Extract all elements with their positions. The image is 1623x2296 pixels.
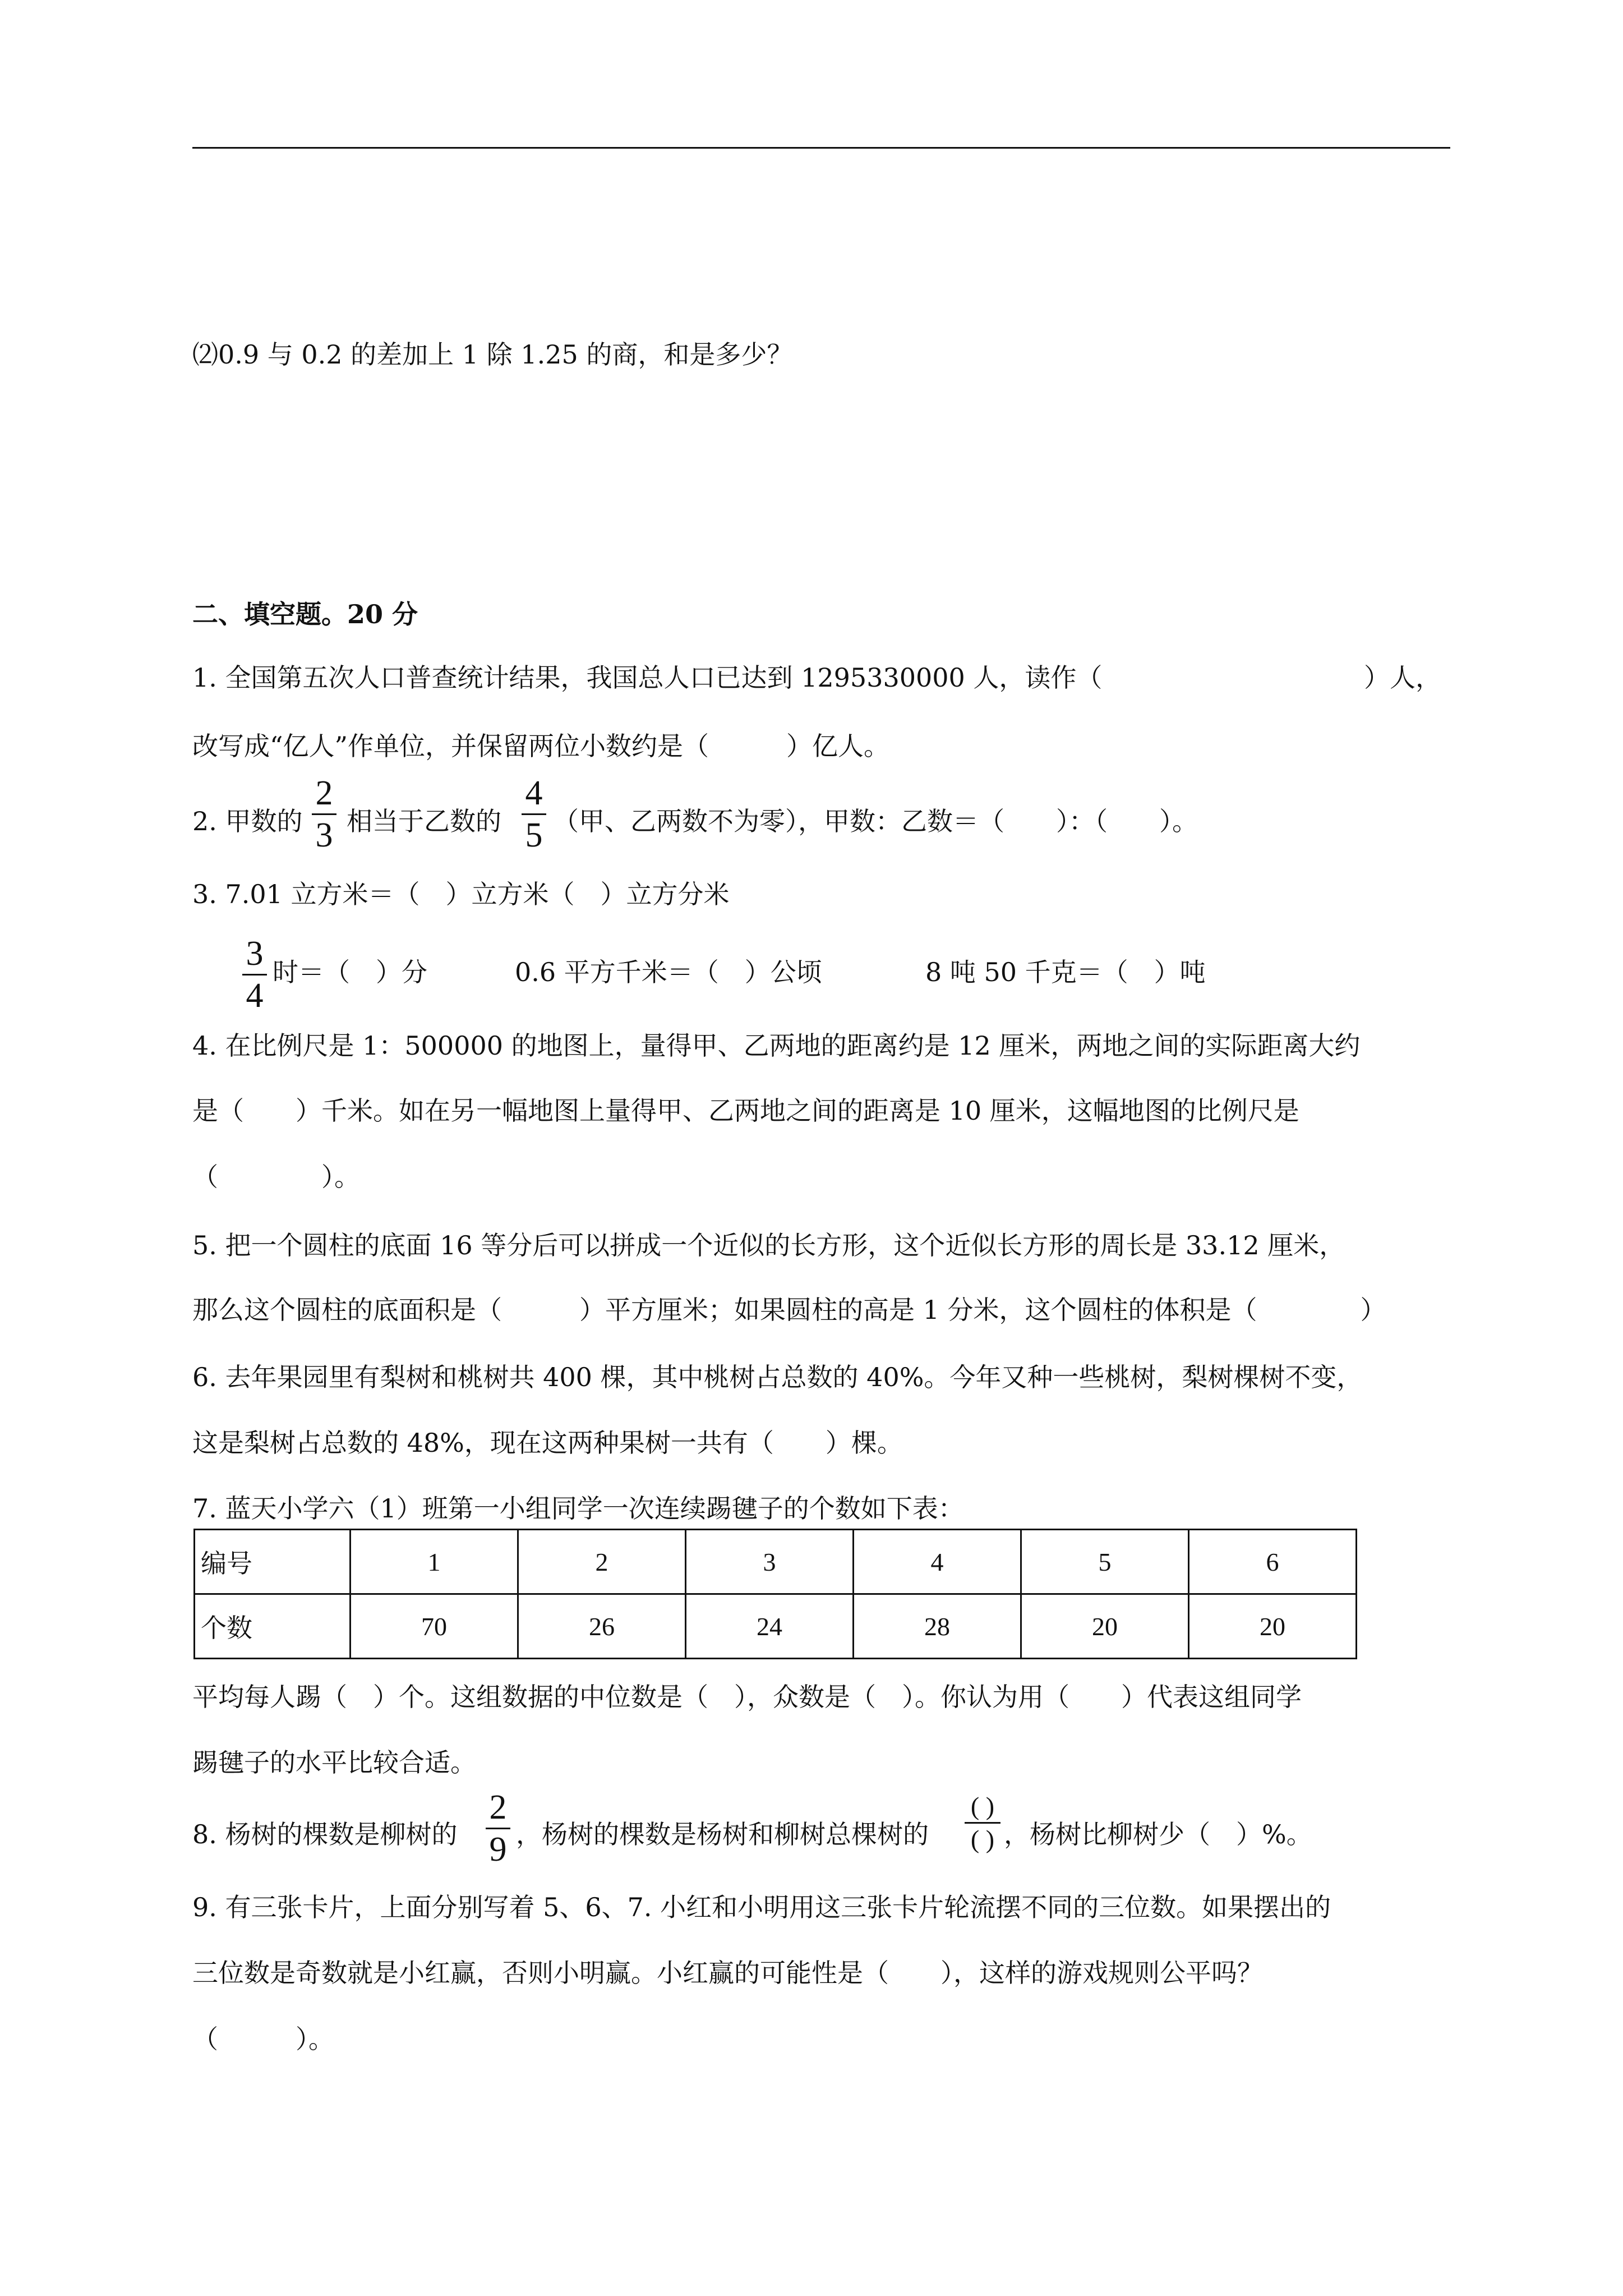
q4-line2: 是（ ）千米。如在另一幅地图上量得甲、乙两地之间的距离是 10 厘米，这幅地图的比例尺是 (192, 1096, 1299, 1126)
table-cell: 编号 (195, 1530, 351, 1594)
q8-prefix: 8. 杨树的棵数是柳树的 (192, 1819, 458, 1849)
table-row (195, 1594, 1357, 1659)
q4-line1: 4. 在比例尺是 1：500000 的地图上，量得甲、乙两地的距离约是 12 厘米，两地之间的实际距离大约 (192, 1030, 1361, 1061)
q8-suffix: ，杨树比柳树少（ ）%。 (1004, 1819, 1312, 1849)
fraction-denominator: ( ) (970, 1825, 995, 1853)
q3-line2a: 时＝（ ）分 (273, 957, 427, 987)
fraction-numerator: 3 (246, 935, 264, 973)
q1-line1: 1. 全国第五次人口普查统计结果，我国总人口已达到 1295330000 人，读作（ (192, 662, 1103, 693)
table-cell: 3 (686, 1530, 854, 1594)
q7-line2: 踢毽子的水平比较合适。 (192, 1747, 476, 1778)
table-cell: 20 (1189, 1594, 1357, 1659)
q3-fraction (242, 936, 267, 1014)
fraction-numerator: 2 (489, 1788, 507, 1826)
table-row (195, 1530, 1357, 1594)
q1-line1-end: ）人， (1364, 662, 1441, 693)
fraction-denominator: 9 (489, 1830, 507, 1869)
q4-line3: （ ）。 (192, 1162, 360, 1192)
table-cell: 28 (854, 1594, 1021, 1659)
table-cell: 20 (1021, 1594, 1189, 1659)
q9-line1: 9. 有三张卡片，上面分别写着 5、6、7. 小红和小明用这三张卡片轮流摆不同的三位数。如果摆出的 (192, 1892, 1331, 1922)
q2-fraction-2 (522, 775, 546, 853)
fraction-numerator: ( ) (970, 1792, 995, 1820)
q1-line2: 改写成“亿人”作单位，并保留两位小数约是（ ）亿人。 (192, 731, 890, 761)
fraction-numerator: 2 (315, 774, 333, 812)
kick-count-table (193, 1529, 1357, 1659)
section-title: 二、填空题。20 分 (192, 599, 418, 629)
q8-fraction-2 (965, 1793, 1000, 1853)
fraction-numerator: 4 (525, 774, 543, 812)
q8-mid: ，杨树的棵数是杨树和柳树总棵树的 (516, 1819, 929, 1849)
q9-line2: 三位数是奇数就是小红赢，否则小明赢。小红赢的可能性是（ ），这样的游戏规则公平吗？ (192, 1958, 1263, 1988)
fraction-bar (312, 813, 336, 815)
q5-line1: 5. 把一个圆柱的底面 16 等分后可以拼成一个近似的长方形，这个近似长方形的周长是 33.12 厘米， (192, 1230, 1345, 1260)
table-cell: 个数 (195, 1594, 351, 1659)
q2-mid: 相当于乙数的 (347, 806, 501, 836)
table-cell: 5 (1021, 1530, 1189, 1594)
table-cell: 24 (686, 1594, 854, 1659)
fraction-denominator: 3 (315, 816, 333, 854)
table-cell: 6 (1189, 1530, 1357, 1594)
table-cell: 4 (854, 1530, 1021, 1594)
q2-prefix: 2. 甲数的 (192, 806, 303, 836)
header-rule (192, 147, 1450, 149)
fraction-bar (522, 813, 546, 815)
table-cell: 1 (351, 1530, 518, 1594)
q2-fraction-1 (312, 775, 336, 853)
table-cell: 2 (518, 1530, 686, 1594)
q6-line1: 6. 去年果园里有梨树和桃树共 400 棵，其中桃树占总数的 40%。今年又种一些桃树，梨树棵树不变， (192, 1362, 1363, 1392)
question-prev: ⑵0.9 与 0.2 的差加上 1 除 1.25 的商，和是多少？ (192, 339, 793, 370)
q7-intro: 7. 蓝天小学六（1）班第一小组同学一次连续踢毽子的个数如下表： (192, 1493, 964, 1524)
fraction-bar (242, 974, 267, 976)
q8-fraction-1 (486, 1789, 510, 1867)
q3-line2b: 0.6 平方千米＝（ ）公顷 (515, 957, 822, 987)
table-cell: 26 (518, 1594, 686, 1659)
fraction-denominator: 4 (246, 977, 264, 1015)
fraction-denominator: 5 (525, 816, 543, 854)
fraction-bar (965, 1822, 1000, 1824)
table-cell: 70 (351, 1594, 518, 1659)
q3-line1: 3. 7.01 立方米＝（ ）立方米（ ）立方分米 (192, 879, 730, 909)
q3-line2c: 8 吨 50 千克＝（ ）吨 (925, 957, 1206, 987)
q9-line3: （ ）。 (192, 2024, 334, 2054)
q7-line1: 平均每人踢（ ）个。这组数据的中位数是（ ），众数是（ ）。你认为用（ ）代表这组同学 (192, 1682, 1302, 1712)
q5-line2: 那么这个圆柱的底面积是（ ）平方厘米；如果圆柱的高是 1 分米，这个圆柱的体积是（ ） (192, 1295, 1386, 1325)
fraction-bar (486, 1828, 510, 1829)
q2-suffix: （甲、乙两数不为零），甲数：乙数＝（ ）：（ ）。 (553, 806, 1198, 836)
q6-line2: 这是梨树占总数的 48%，现在这两种果树一共有（ ）棵。 (192, 1428, 903, 1458)
